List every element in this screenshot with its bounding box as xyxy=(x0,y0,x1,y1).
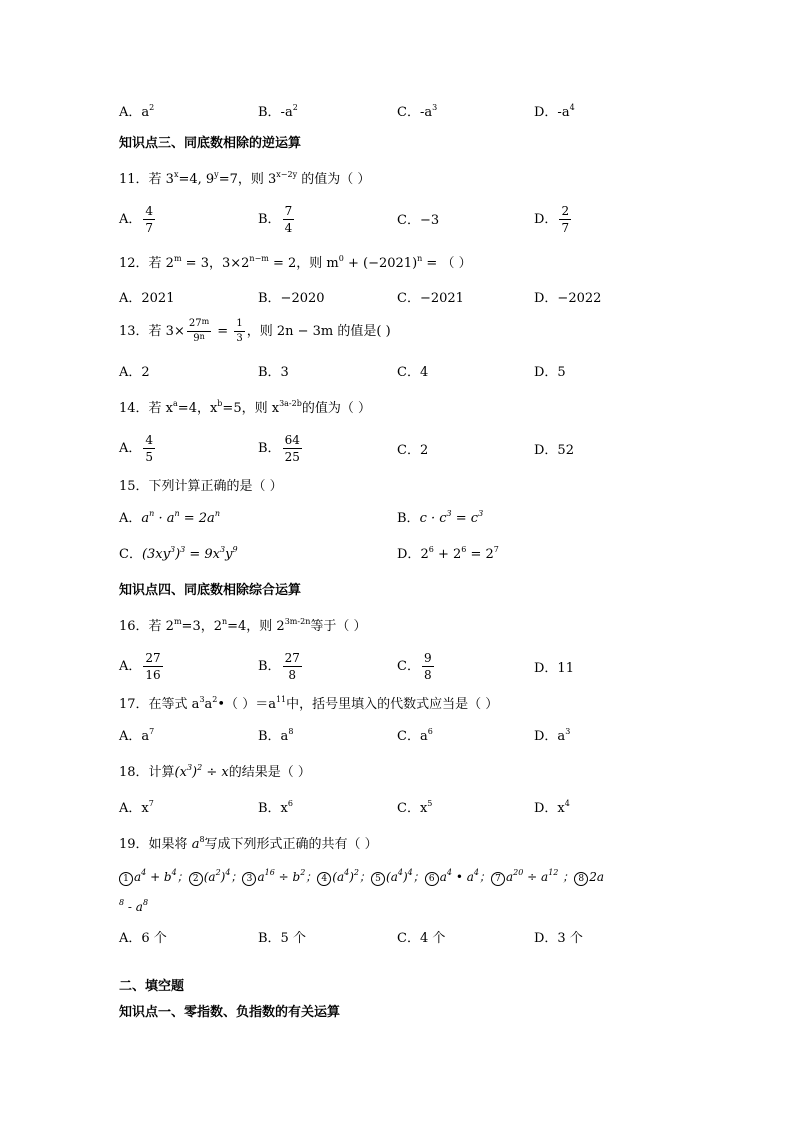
q19-items-line-1 xyxy=(119,868,604,886)
q18-option-a[interactable]: A．$x^7$ xyxy=(119,799,154,816)
q14-option-c[interactable]: C．2 xyxy=(397,443,429,458)
q13-option-c[interactable]: C．4 xyxy=(397,365,429,380)
section-heading-3: 知识点三、同底数相除的逆运算 xyxy=(119,136,302,151)
question-16: 16．若 $2^m=3$，$2^n=4$，则 $2^{3m-2n}$等于（ ） xyxy=(119,617,367,634)
q10-option-c[interactable]: C．$-a^3$ xyxy=(397,103,438,120)
question-11: 11．若 $3^x=4$, $9^y=7$，则 $3^{x-2y}$ 的值为（ ） xyxy=(119,170,371,187)
q16-option-a[interactable]: A． $\frac{27}{16}$ xyxy=(119,651,161,682)
q12-option-a[interactable]: A．2021 xyxy=(119,291,175,306)
q17-option-c[interactable]: C．$a^6$ xyxy=(397,727,433,744)
question-14: 14．若 $x^a=4$，$x^b=5$，则 $x^{3a-2b}$的值为（ ） xyxy=(119,399,371,416)
q19-item-7: 7 $a^{20} \div a^{12}$ ； xyxy=(491,870,574,884)
question-13: 13．若 3× $\frac{27^m}{9^n}$ = $\frac{1}{3}$ ，则 2n − 3m 的值是( ) xyxy=(119,317,391,344)
q14-option-d[interactable]: D．52 xyxy=(534,443,574,458)
q15-option-a[interactable]: A．$a^n \cdot a^n = 2a^n$ xyxy=(119,509,220,526)
circled-number: 6 xyxy=(425,872,439,886)
q19-option-a[interactable]: A．6 个 xyxy=(119,931,167,946)
q19-item-4: 4 $(a^4)^2$； xyxy=(317,870,371,884)
q19-option-c[interactable]: C．4 个 xyxy=(397,931,446,946)
q12-option-b[interactable]: B．−2020 xyxy=(258,291,325,306)
q13-option-a[interactable]: A．2 xyxy=(119,365,150,380)
q12-option-c[interactable]: C．−2021 xyxy=(397,291,464,306)
q19-item-3: 3 $a^{16} \div b^2$； xyxy=(242,870,317,884)
circled-number: 4 xyxy=(317,872,331,886)
q19-items-line-2: $^8 - a^8$ xyxy=(119,898,149,914)
q11-option-d[interactable]: D． $\frac{2}{7}$ xyxy=(534,204,570,235)
q15-option-d[interactable]: D．$2^6 + 2^6 = 2^7$ xyxy=(397,545,499,562)
q18-option-c[interactable]: C．$x^5$ xyxy=(397,799,433,816)
q18-option-b[interactable]: B．$x^6$ xyxy=(258,799,293,816)
q18-option-d[interactable]: D．$x^4$ xyxy=(534,799,570,816)
section-fill-in-heading: 二、填空题 xyxy=(119,979,185,994)
q11-option-a[interactable]: A． $\frac{4}{7}$ xyxy=(119,204,154,235)
section-heading-4: 知识点四、同底数相除综合运算 xyxy=(119,583,302,598)
question-12: 12．若 $2^m = 3$，$3\times 2^{n-m} = 2$，则 $m^0 + (-2021)^n$ = （ ） xyxy=(119,254,472,271)
q19-item-8: 8 2a xyxy=(574,870,604,884)
q11-option-c[interactable]: C．−3 xyxy=(397,213,440,228)
q19-item-2: 2 $(a^2)^4$； xyxy=(189,870,243,884)
q17-option-d[interactable]: D．$a^3$ xyxy=(534,727,571,744)
question-17: 17．在等式 $a^3a^2•$（ ）$=a^{11}$中，括号里填入的代数式应当是（ ） xyxy=(119,695,499,712)
circled-number: 1 xyxy=(119,872,133,886)
circled-number: 2 xyxy=(189,872,203,886)
q19-option-d[interactable]: D．3 个 xyxy=(534,931,583,946)
question-18: 18．计算$(x^3)^2 \div x$的结果是（ ） xyxy=(119,763,311,780)
q10-option-b[interactable]: B．$-a^2$ xyxy=(258,103,298,120)
q19-option-b[interactable]: B．5 个 xyxy=(258,931,306,946)
q19-item-1: 1 $a^4 + b^4$； xyxy=(119,870,189,884)
q11-option-b[interactable]: B． $\frac{7}{4}$ xyxy=(258,204,293,235)
q19-item-5: 5 $(a^4)^4$； xyxy=(371,870,425,884)
circled-number: 5 xyxy=(371,872,385,886)
q17-option-a[interactable]: A．$a^7$ xyxy=(119,727,155,744)
q16-option-b[interactable]: B． $\frac{27}{8}$ xyxy=(258,651,300,682)
question-15: 15．下列计算正确的是（ ） xyxy=(119,479,283,494)
q15-option-b[interactable]: B．$c \cdot c^3 = c^3$ xyxy=(397,509,484,526)
q12-option-d[interactable]: D．−2022 xyxy=(534,291,602,306)
q13-option-b[interactable]: B．3 xyxy=(258,365,289,380)
circled-number: 7 xyxy=(491,872,505,886)
q10-option-d[interactable]: D．$-a^4$ xyxy=(534,103,575,120)
q10-option-a[interactable]: A．$a^2$ xyxy=(119,103,155,120)
question-19: 19．如果将 $a^8$写成下列形式正确的共有（ ） xyxy=(119,835,378,852)
q16-option-d[interactable]: D．11 xyxy=(534,661,574,676)
circled-number: 3 xyxy=(242,872,256,886)
section-heading-1: 知识点一、零指数、负指数的有关运算 xyxy=(119,1005,341,1020)
q14-option-a[interactable]: A． $\frac{4}{5}$ xyxy=(119,433,154,464)
q16-option-c[interactable]: C． $\frac{9}{8}$ xyxy=(397,651,432,682)
q19-item-6: 6 $a^4$ • $a^4$； xyxy=(425,870,491,884)
q15-option-c[interactable]: C．$(3xy^3)^3 = 9x^3y^9$ xyxy=(119,545,238,562)
q13-option-d[interactable]: D．5 xyxy=(534,365,566,380)
q17-option-b[interactable]: B．$a^8$ xyxy=(258,727,294,744)
q14-option-b[interactable]: B． $\frac{64}{25}$ xyxy=(258,433,300,464)
circled-number: 8 xyxy=(574,872,588,886)
